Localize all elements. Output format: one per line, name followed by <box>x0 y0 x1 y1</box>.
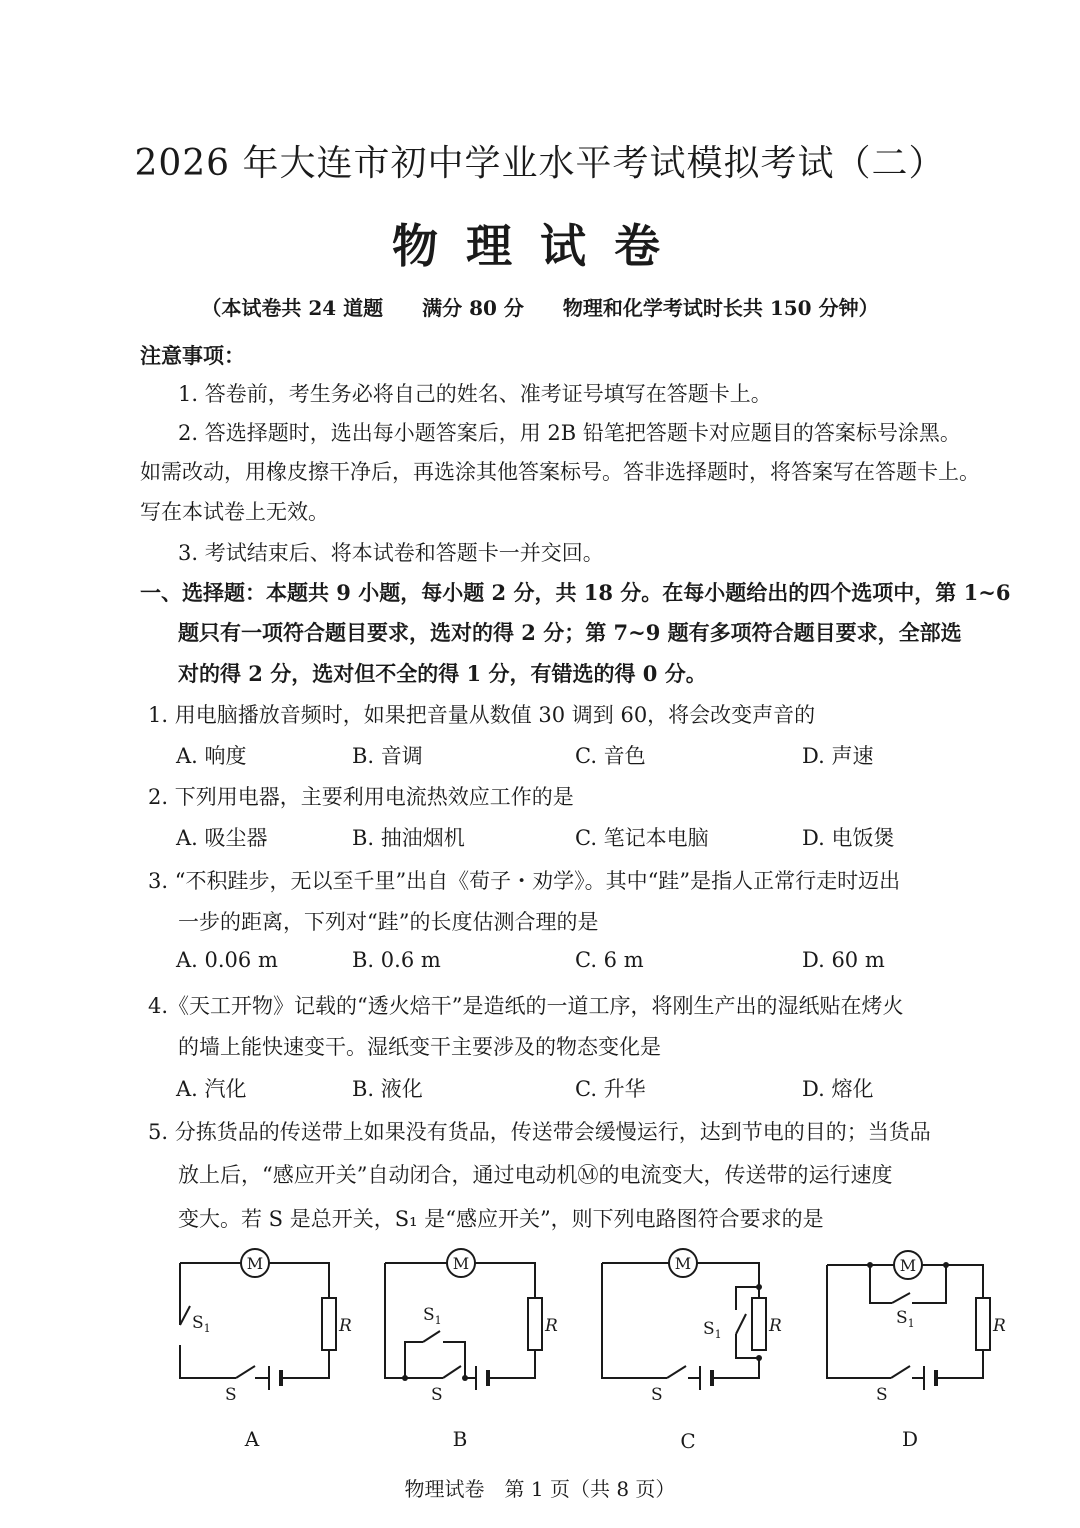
motor-label: M <box>674 1254 692 1273</box>
main-switch-label: S <box>876 1385 888 1405</box>
motor-label: M <box>452 1254 470 1273</box>
question-3-option-d: D. 60 m <box>802 948 885 972</box>
notice-heading: 注意事项： <box>140 343 245 368</box>
section-1-line-2: 题只有一项符合题目要求，选对的得 2 分；第 7~9 题有多项符合题目要求，全部选 <box>178 620 962 645</box>
question-3-option-c: C. 6 m <box>575 948 644 972</box>
resistor-label: R <box>545 1316 558 1336</box>
sensor-switch-icon <box>892 1293 910 1303</box>
sensor-switch-label: $S_1$ <box>703 1319 722 1341</box>
circuit-label-a: A <box>244 1427 260 1451</box>
question-3-option-a: A. 0.06 m <box>176 948 278 972</box>
question-4-option-b: B. 液化 <box>352 1077 423 1101</box>
sensor-switch-label: $S_1$ <box>192 1313 211 1335</box>
info-question-count: （本试卷共 24 道题 <box>201 296 384 320</box>
question-3-option-b: B. 0.6 m <box>352 948 441 972</box>
question-2-option-c: C. 笔记本电脑 <box>575 826 709 850</box>
exam-info <box>0 292 1080 321</box>
main-switch-icon <box>443 1366 461 1378</box>
section-1-line-3: 对的得 2 分，选对但不全的得 1 分，有错选的得 0 分。 <box>178 661 707 686</box>
notice-item-3: 3. 考试结束后、将本试卷和答题卡一并交回。 <box>178 541 604 565</box>
question-4-stem-line-2: 的墙上能快速变干。湿纸变干主要涉及的物态变化是 <box>178 1035 661 1059</box>
question-3-stem-line-2: 一步的距离，下列对“跬”的长度估测合理的是 <box>178 910 599 934</box>
question-2-option-b: B. 抽油烟机 <box>352 826 465 850</box>
question-1-option-a: A. 响度 <box>176 744 247 768</box>
resistor-label: R <box>769 1316 782 1336</box>
main-switch-label: S <box>225 1385 237 1405</box>
notice-item-2-line-1: 2. 答选择题时，选出每小题答案后，用 2B 铅笔把答题卡对应题目的答案标号涂黑。 <box>178 421 961 445</box>
main-switch-icon <box>891 1366 910 1378</box>
sensor-switch-icon <box>736 1314 746 1334</box>
circuit-label-c: C <box>680 1429 696 1453</box>
question-5-stem-line-1: 5. 分拣货品的传送带上如果没有货品，传送带会缓慢运行，达到节电的目的；当货品 <box>148 1120 931 1144</box>
circuit-label-b: B <box>452 1427 468 1451</box>
sensor-switch-icon <box>423 1331 440 1342</box>
notice-item-2-line-2: 如需改动，用橡皮擦干净后，再选涂其他答案标号。答非选择题时，将答案写在答题卡上。 <box>140 460 980 484</box>
main-switch-icon <box>667 1366 686 1378</box>
question-4-stem-line-1: 4.《天工开物》记载的“透火焙干”是造纸的一道工序，将刚生产出的湿纸贴在烤火 <box>148 994 904 1018</box>
info-duration: 物理和化学考试时长共 150 分钟） <box>562 296 879 320</box>
question-2-option-a: A. 吸尘器 <box>176 826 268 850</box>
sensor-switch-icon <box>180 1306 190 1325</box>
question-1-option-d: D. 声速 <box>802 744 874 768</box>
question-3-stem-line-1: 3. “不积跬步，无以至千里”出自《荀子・劝学》。其中“跬”是指人正常行走时迈出 <box>148 869 901 893</box>
section-1-line-1: 一、选择题：本题共 9 小题，每小题 2 分，共 18 分。在每小题给出的四个选项中，第 1~6 <box>140 580 1011 605</box>
question-2-stem: 2. 下列用电器，主要利用电流热效应工作的是 <box>148 785 574 809</box>
notice-item-2-line-3: 写在本试卷上无效。 <box>140 500 329 524</box>
resistor-label: R <box>339 1316 352 1336</box>
question-4-option-d: D. 熔化 <box>802 1077 874 1101</box>
exam-subtitle: 物理试卷 <box>392 219 688 273</box>
main-switch-label: S <box>651 1385 663 1405</box>
question-1-stem: 1. 用电脑播放音频时，如果把音量从数值 30 调到 60，将会改变声音的 <box>148 703 816 727</box>
resistor-label: R <box>993 1316 1006 1336</box>
sensor-switch-label: $S_1$ <box>423 1305 442 1327</box>
circuit-diagrams <box>0 1230 1080 1460</box>
resistor-icon <box>322 1298 336 1350</box>
question-5-stem-line-3: 变大。若 S 是总开关，S₁ 是“感应开关”，则下列电路图符合要求的是 <box>178 1207 824 1231</box>
main-switch-icon <box>236 1366 255 1378</box>
resistor-icon <box>976 1298 990 1350</box>
motor-label: M <box>246 1254 264 1273</box>
circuit-label-d: D <box>901 1427 919 1451</box>
exam-title: 2026 年大连市初中学业水平考试模拟考试（二） <box>134 143 946 184</box>
info-full-score: 满分 80 分 <box>422 296 524 320</box>
question-4-option-a: A. 汽化 <box>176 1077 247 1101</box>
notice-item-1: 1. 答卷前，考生务必将自己的姓名、准考证号填写在答题卡上。 <box>178 382 772 406</box>
sensor-switch-label: $S_1$ <box>896 1308 915 1330</box>
page-footer: 物理试卷 第 1 页（共 8 页） <box>404 1477 676 1501</box>
question-2-option-d: D. 电饭煲 <box>802 826 895 850</box>
question-5-stem-line-2: 放上后，“感应开关”自动闭合，通过电动机Ⓜ的电流变大，传送带的运行速度 <box>178 1163 893 1187</box>
main-switch-label: S <box>431 1385 443 1405</box>
motor-label: M <box>899 1256 917 1275</box>
resistor-icon <box>752 1298 766 1350</box>
question-1-option-c: C. 音色 <box>575 744 646 768</box>
resistor-icon <box>528 1298 542 1350</box>
question-1-option-b: B. 音调 <box>352 744 423 768</box>
question-4-option-c: C. 升华 <box>575 1077 646 1101</box>
